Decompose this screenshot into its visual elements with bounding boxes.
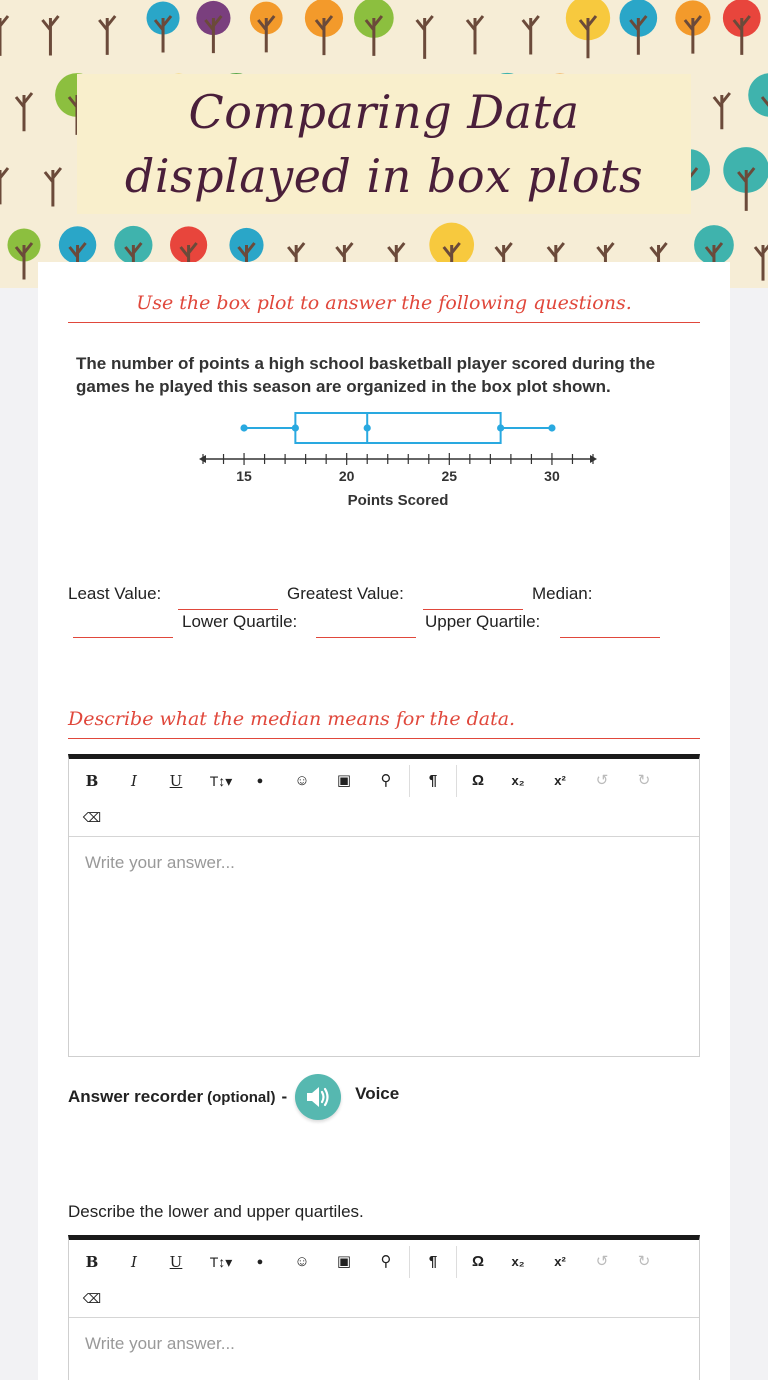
header-banner: [0, 0, 768, 288]
title-card: [77, 74, 691, 214]
point-median: [364, 424, 371, 431]
undo-icon[interactable]: ↺: [595, 772, 609, 789]
redo-icon[interactable]: ↻: [637, 1253, 651, 1270]
lower-quartile-label: Lower Quartile:: [182, 612, 298, 631]
greatest-value-input[interactable]: [423, 608, 523, 610]
rich-text-editor-quartiles: [68, 1235, 700, 1380]
tree-trunk: [714, 93, 730, 129]
point-min: [240, 424, 247, 431]
answer-textarea[interactable]: [69, 1318, 699, 1380]
answer-recorder: [68, 1074, 399, 1120]
bold-button[interactable]: B: [85, 772, 99, 790]
underline-button[interactable]: U: [169, 772, 183, 790]
image-icon[interactable]: ▣: [336, 772, 352, 789]
tick-label: 25: [441, 468, 458, 484]
page-title: Comparing Data displayed in box plots: [124, 85, 644, 203]
voice-record-button[interactable]: [295, 1074, 341, 1120]
upper-quartile-label: Upper Quartile:: [425, 612, 541, 631]
answer-placeholder: Write your answer...: [85, 853, 235, 872]
superscript-button[interactable]: x²: [554, 773, 566, 788]
subscript-button[interactable]: x₂: [511, 773, 525, 788]
editor-toolbar: [69, 1240, 699, 1318]
tree-trunk: [523, 16, 539, 54]
paragraph-direction-button[interactable]: ¶: [428, 1253, 438, 1270]
editor-toolbar: [69, 759, 699, 837]
underline-button[interactable]: U: [169, 1253, 183, 1271]
emoji-icon[interactable]: ☺: [294, 772, 310, 789]
recorder-dash: -: [281, 1087, 288, 1106]
subscript-button[interactable]: x₂: [511, 1254, 525, 1269]
answer-placeholder: Write your answer...: [85, 1334, 235, 1353]
tree-trunk: [45, 168, 61, 206]
median-label: Median:: [532, 584, 593, 603]
greatest-value-label: Greatest Value:: [287, 584, 404, 603]
toolbar-divider: [456, 1246, 457, 1278]
tree-trunk: [467, 16, 483, 54]
median-input[interactable]: [73, 636, 173, 638]
tree-trunk: [16, 93, 32, 131]
recorder-label: Answer recorder: [68, 1087, 204, 1106]
superscript-button[interactable]: x²: [554, 1254, 566, 1269]
speaker-icon: [304, 1084, 332, 1110]
point-max: [548, 424, 555, 431]
redo-icon[interactable]: ↻: [637, 772, 651, 789]
tree-trunk: [42, 16, 58, 56]
section-heading-median: Describe what the median means for the data.: [68, 708, 700, 739]
least-value-input[interactable]: [178, 608, 278, 610]
worksheet-card: [38, 262, 730, 1380]
paragraph-direction-button[interactable]: ¶: [428, 772, 438, 789]
recorder-optional: (optional): [207, 1088, 276, 1106]
problem-text: The number of points a high school basketball player scored during the games he played this season are organized in the box plot shown.: [76, 354, 656, 396]
tick-label: 15: [236, 468, 252, 484]
omega-symbol-button[interactable]: Ω: [471, 772, 485, 789]
eraser-icon[interactable]: ⌫: [82, 810, 102, 825]
x-axis-label: Points Scored: [347, 492, 449, 509]
bold-button[interactable]: B: [85, 1253, 99, 1271]
rich-text-editor-median: [68, 754, 700, 1057]
tree-trunk: [99, 16, 115, 55]
lower-quartile-input[interactable]: [316, 636, 416, 638]
emoji-icon[interactable]: ☺: [294, 1253, 310, 1270]
answer-textarea[interactable]: [69, 837, 699, 1056]
undo-icon[interactable]: ↺: [595, 1253, 609, 1270]
tree-trunk: [417, 16, 433, 59]
text-size-dropdown[interactable]: T↕▾: [209, 773, 233, 789]
least-value-label: Least Value:: [68, 584, 162, 603]
omega-symbol-button[interactable]: Ω: [471, 1253, 485, 1270]
box-plot-chart: [193, 404, 603, 514]
section-heading-instructions: Use the box plot to answer the following questions.: [68, 292, 700, 323]
upper-quartile-input[interactable]: [560, 636, 660, 638]
toolbar-divider: [456, 765, 457, 797]
tick-label: 20: [338, 468, 355, 484]
toolbar-divider: [409, 1246, 410, 1278]
tick-label: 30: [544, 468, 560, 484]
box-iqr: [295, 413, 500, 443]
italic-button[interactable]: I: [131, 772, 137, 790]
link-icon[interactable]: ⚲: [380, 772, 392, 789]
color-drop-icon[interactable]: ●: [256, 775, 264, 787]
text-size-dropdown[interactable]: T↕▾: [209, 1254, 233, 1270]
link-icon[interactable]: ⚲: [380, 1253, 392, 1270]
eraser-icon[interactable]: ⌫: [82, 1291, 102, 1306]
tree-trunk: [0, 168, 8, 204]
tree-trunk: [0, 16, 8, 56]
point-q1: [292, 424, 299, 431]
toolbar-divider: [409, 765, 410, 797]
image-icon[interactable]: ▣: [336, 1253, 352, 1270]
italic-button[interactable]: I: [131, 1253, 137, 1271]
voice-label: Voice: [355, 1084, 400, 1103]
tree-trunk: [755, 243, 768, 281]
color-drop-icon[interactable]: ●: [256, 1256, 264, 1268]
question-quartiles: Describe the lower and upper quartiles.: [68, 1202, 364, 1221]
tree-crown: [748, 73, 768, 117]
point-q3: [497, 424, 504, 431]
